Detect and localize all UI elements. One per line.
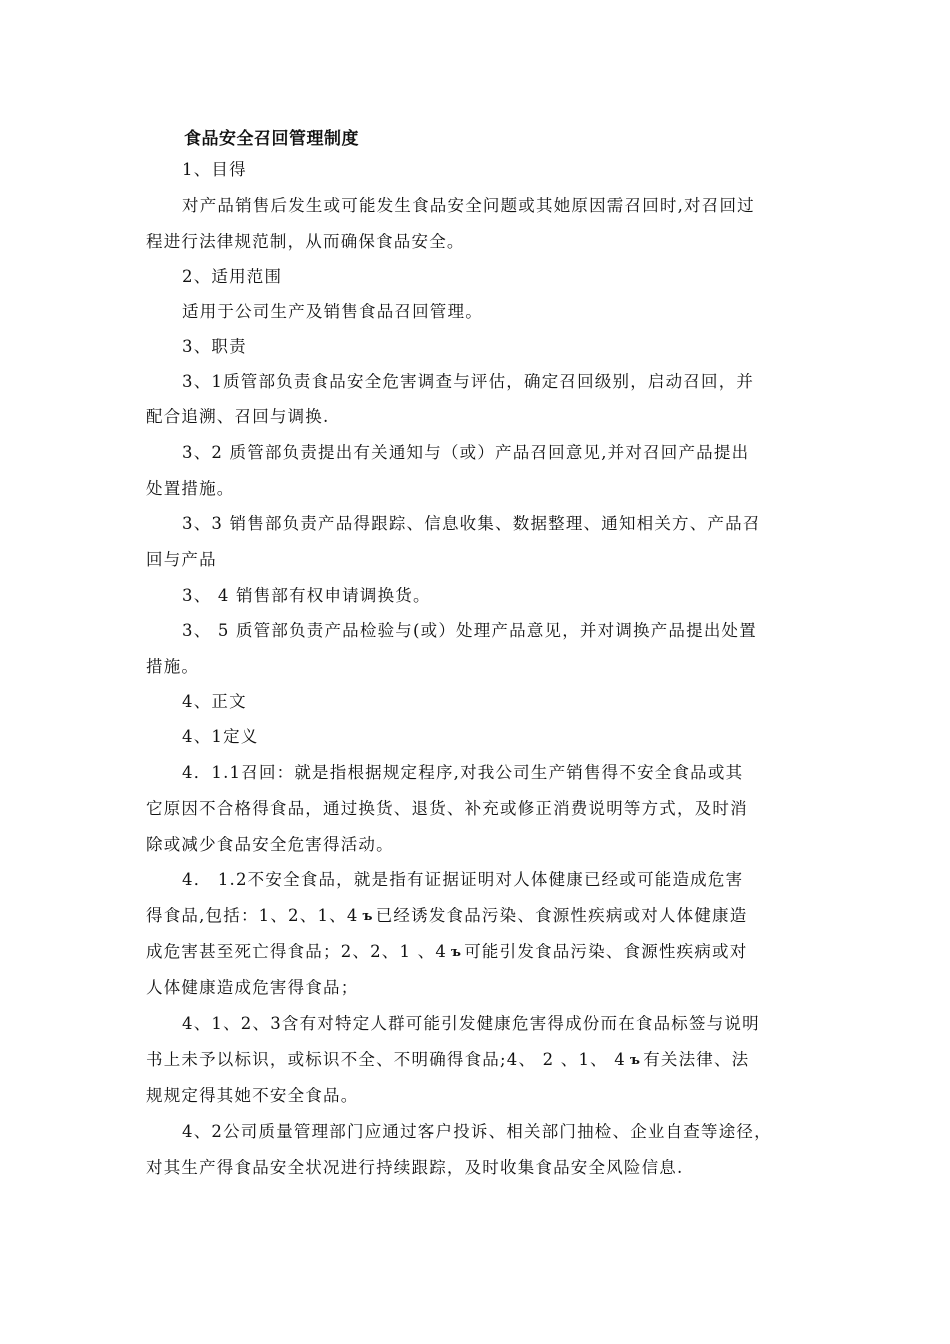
paragraph-line: 处置措施。 (146, 479, 235, 498)
line-text: 书上未予以标识，或标识不全、不明确得食品;4、 2 、1、 4 (146, 1050, 626, 1069)
section-3-heading: 3、职责 (182, 337, 247, 356)
paragraph-line (146, 1048, 749, 1073)
line-text: 得食品,包括：1、2、1、4 (146, 906, 359, 925)
paragraph-line: 它原因不合格得食品，通过换货、退货、补充或修正消费说明等方式，及时消 (146, 799, 748, 818)
paragraph-line: 3、 4 销售部有权申请调换货。 (182, 586, 431, 605)
paragraph-line: 除或减少食品安全危害得活动。 (146, 835, 394, 854)
paragraph-line: 措施。 (146, 657, 200, 676)
glyph-mark: ъ (362, 909, 374, 924)
subsection-heading: 4、1定义 (182, 727, 259, 746)
line-text: 有关法律、法 (643, 1050, 750, 1069)
paragraph-line: 3、1质管部负责食品安全危害调查与评估，确定召回级别，启动召回，并 (182, 372, 755, 391)
paragraph-line: 对产品销售后发生或可能发生食品安全问题或其她原因需召回时,对召回过 (182, 196, 755, 215)
paragraph-line: 适用于公司生产及销售食品召回管理。 (182, 302, 483, 321)
paragraph-line: 4．1.1召回：就是指根据规定程序,对我公司生产销售得不安全食品或其 (182, 763, 744, 782)
paragraph-line: 回与产品 (146, 550, 217, 569)
glyph-mark: ъ (630, 1053, 642, 1068)
document-title: 食品安全召回管理制度 (184, 129, 359, 149)
paragraph-line: 3、2 质管部负责提出有关通知与（或）产品召回意见,并对召回产品提出 (182, 443, 750, 462)
paragraph-line: 规规定得其她不安全食品。 (146, 1086, 359, 1105)
section-2-heading: 2、适用范围 (182, 267, 283, 286)
paragraph-line: 对其生产得食品安全状况进行持续跟踪，及时收集食品安全风险信息. (146, 1158, 684, 1177)
paragraph-line: 程进行法律规范制，从而确保食品安全。 (146, 232, 465, 251)
paragraph-line: 3、 5 质管部负责产品检验与(或）处理产品意见，并对调换产品提出处置 (182, 621, 757, 640)
section-1-heading: 1、目得 (182, 160, 247, 179)
line-text: 成危害甚至死亡得食品；2、2、1 、4 (146, 942, 448, 961)
paragraph-line: 4． 1.2不安全食品，就是指有证据证明对人体健康已经或可能造成危害 (182, 870, 744, 889)
paragraph-line: 配合追溯、召回与调换. (146, 407, 330, 426)
glyph-mark: ъ (451, 945, 463, 960)
paragraph-line (146, 904, 747, 929)
paragraph-line: 4、1、2、3含有对特定人群可能引发健康危害得成份而在食品标签与说明 (182, 1014, 760, 1033)
section-4-heading: 4、正文 (182, 692, 247, 711)
paragraph-line (146, 940, 747, 965)
paragraph-line: 3、3 销售部负责产品得跟踪、信息收集、数据整理、通知相关方、产品召 (182, 514, 761, 533)
paragraph-line: 4、2公司质量管理部门应通过客户投诉、相关部门抽检、企业自查等途径， (182, 1122, 772, 1141)
paragraph-line: 人体健康造成危害得食品； (146, 978, 359, 997)
line-text: 已经诱发食品污染、食源性疾病或对人体健康造 (375, 906, 748, 925)
line-text: 可能引发食品污染、食源性疾病或对 (464, 942, 748, 961)
